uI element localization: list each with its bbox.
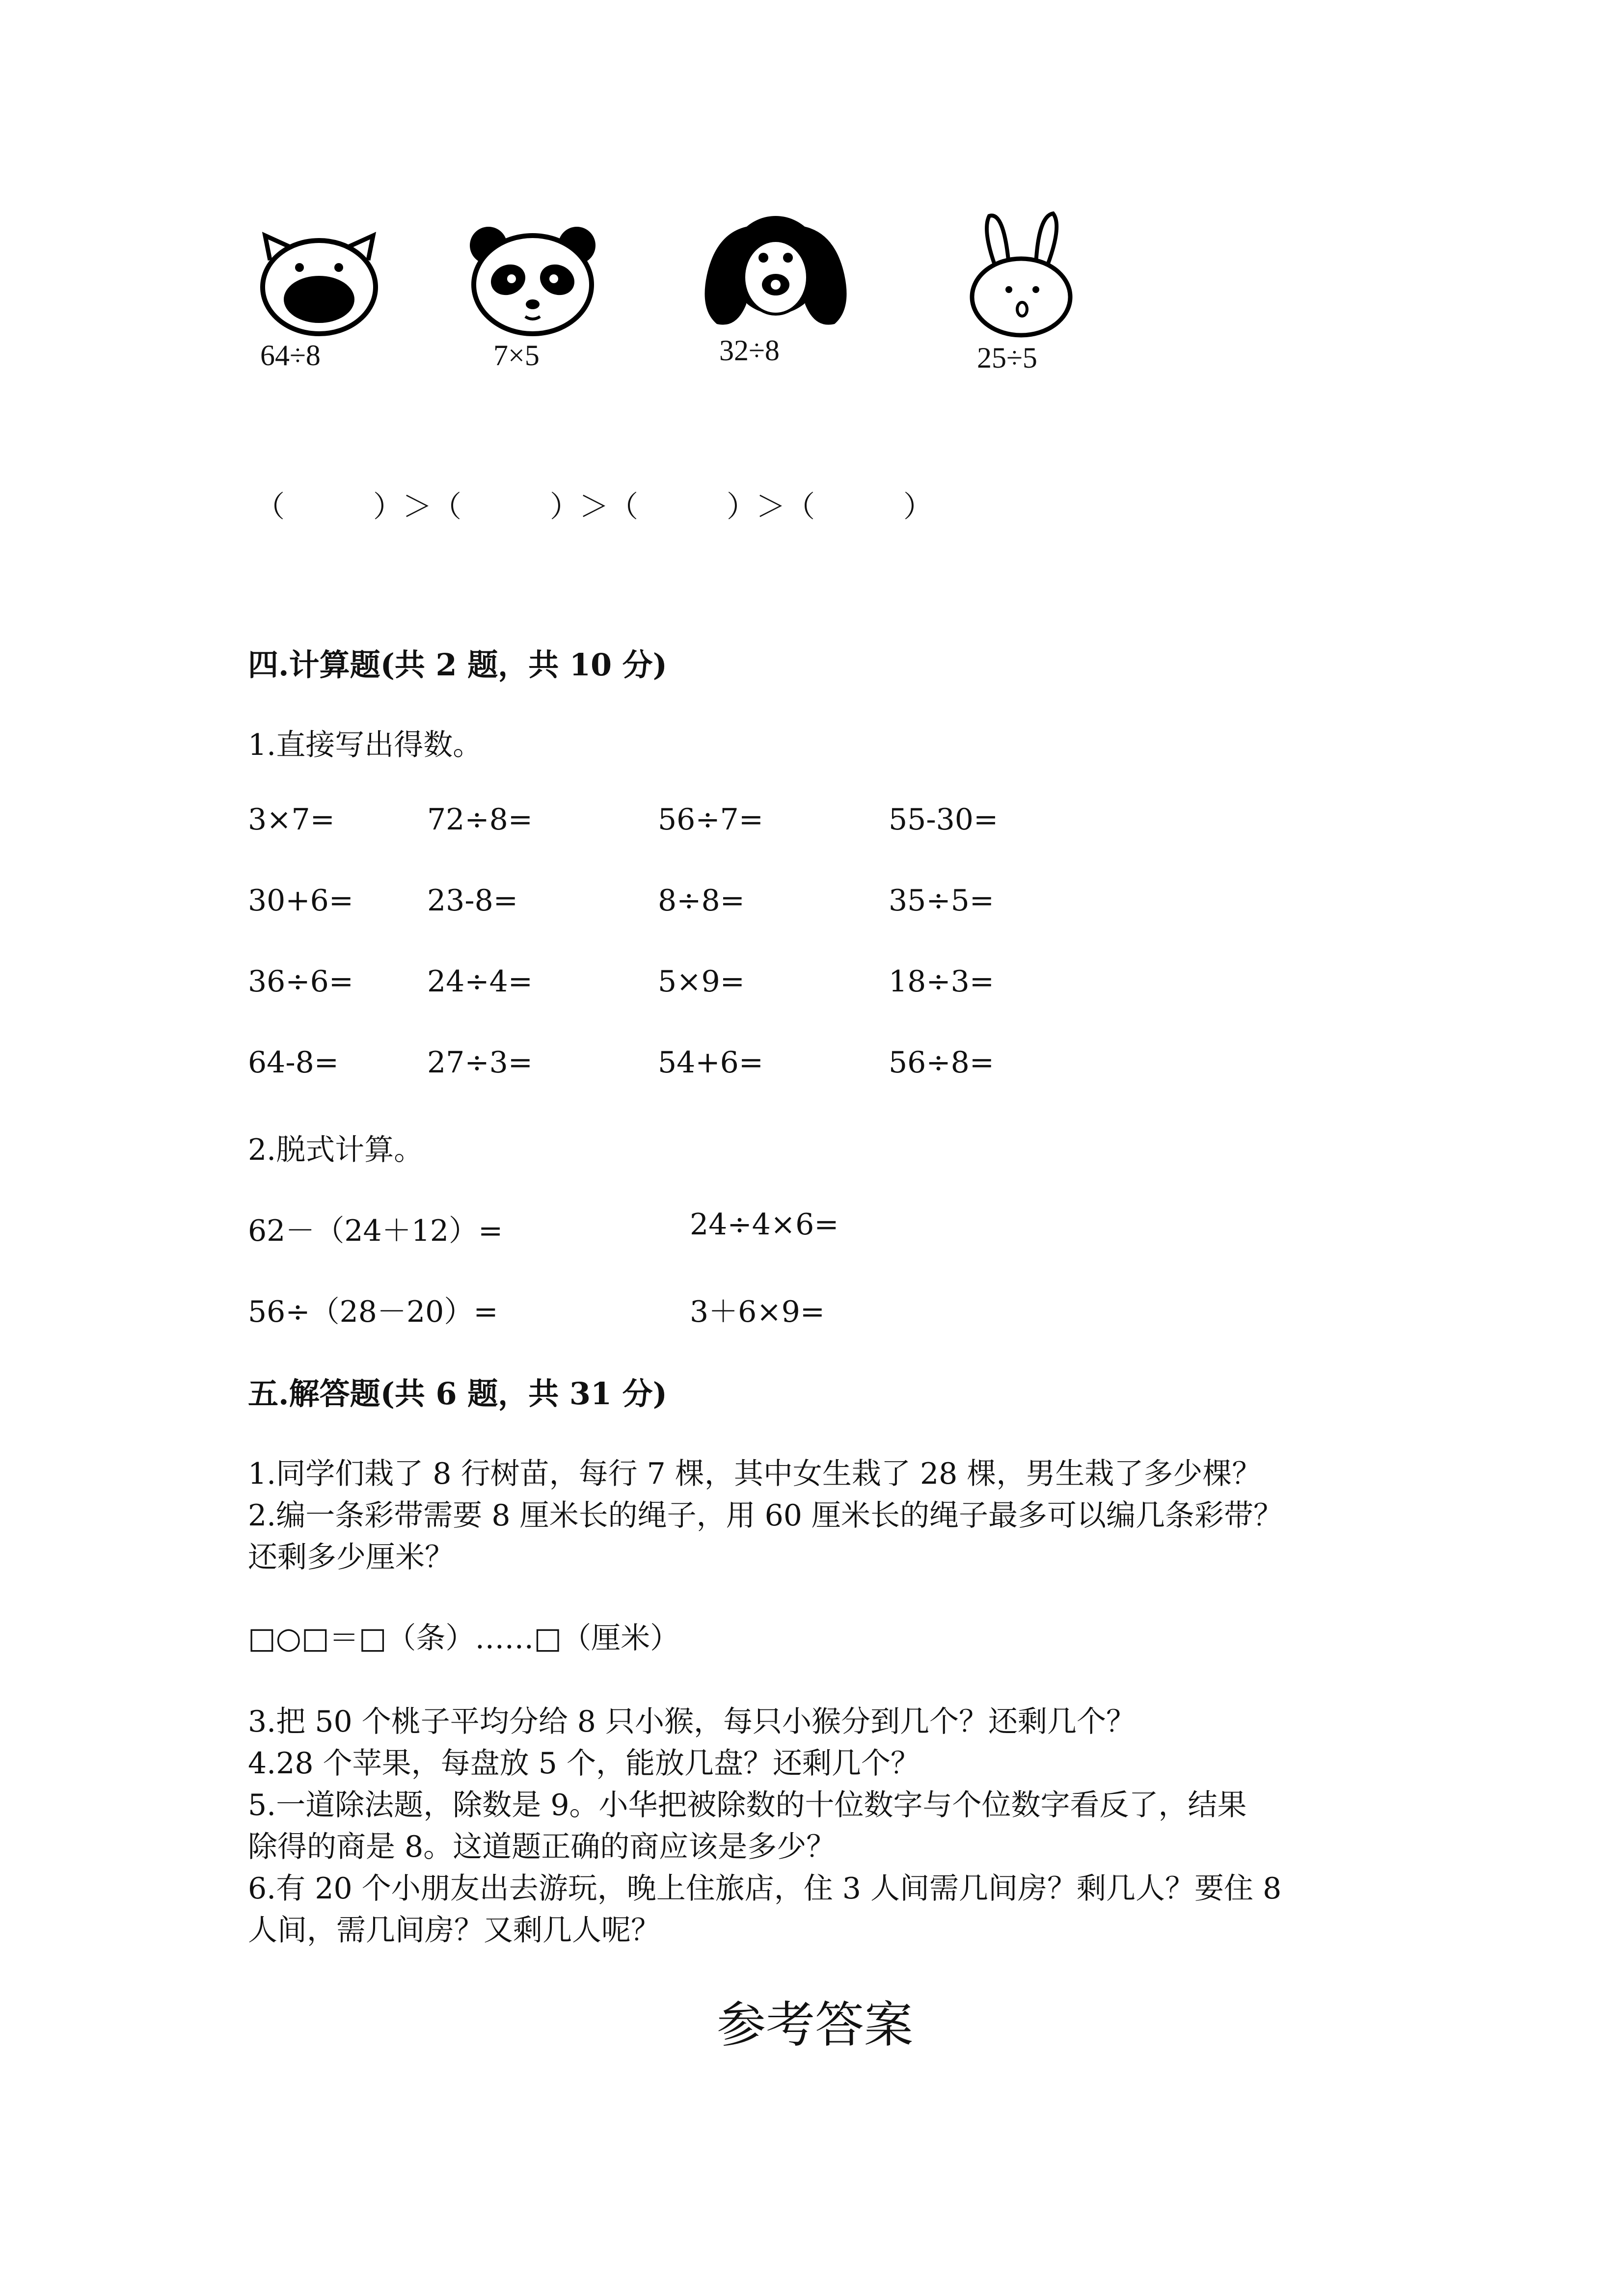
problem-4: 4.28 个苹果，每盘放 5 个，能放几盘？还剩几个？ (248, 1746, 920, 1781)
animal-expr-dog: 32÷8 (719, 334, 780, 367)
grid-cell: 30+6= (248, 883, 354, 918)
section4-q2-label: 2.脱式计算。 (248, 1133, 424, 1167)
grid-cell: 56÷8= (889, 1045, 995, 1080)
grid-cell: 24÷4= (427, 964, 533, 999)
grid-cell: 35÷5= (889, 883, 995, 918)
grid-cell: 18÷3= (889, 964, 995, 999)
answers-title: 参考答案 (717, 1996, 913, 2054)
grid-cell: 5×9= (658, 964, 745, 999)
problem-3: 3.把 50 个桃子平均分给 8 只小猴，每只小猴分到几个？还剩几个？ (248, 1705, 1136, 1739)
grid-cell: 8÷8= (658, 883, 745, 918)
problem-2-formula[interactable]: □○□＝□（条）……□（厘米） (248, 1621, 680, 1655)
problem-6: 6.有 20 个小朋友出去游玩，晚上住旅店，住 3 人间需几间房？剩几人？要住 8 (248, 1871, 1282, 1906)
stepwise-expr: 62－（24＋12）= (248, 1214, 503, 1248)
pig-icon (255, 231, 383, 339)
grid-cell: 27÷3= (427, 1045, 533, 1080)
comparison-blanks[interactable]: （ ）＞（ ）＞（ ）＞（ ） (255, 490, 933, 524)
animal-expr-panda: 7×5 (493, 339, 540, 372)
section5-heading: 五.解答题(共 6 题，共 31 分) (248, 1376, 668, 1412)
stepwise-expr: 24÷4×6= (690, 1207, 839, 1242)
problem-6-cont: 人间，需几间房？又剩几人呢？ (248, 1913, 660, 1948)
dog-icon (697, 211, 854, 331)
animal-expr-pig: 64÷8 (260, 339, 321, 372)
section4-q1-label: 1.直接写出得数。 (248, 728, 483, 762)
grid-cell: 64-8= (248, 1045, 339, 1080)
grid-cell: 56÷7= (658, 802, 764, 837)
grid-cell: 72÷8= (427, 802, 533, 837)
grid-cell: 55-30= (889, 802, 999, 837)
stepwise-expr: 3＋6×9= (690, 1295, 825, 1329)
grid-cell: 36÷6= (248, 964, 354, 999)
problem-5: 5.一道除法题，除数是 9。小华把被除数的十位数字与个位数字看反了，结果 (248, 1788, 1247, 1822)
problem-2-cont: 还剩多少厘米？ (248, 1540, 454, 1575)
grid-cell: 54+6= (658, 1045, 764, 1080)
section4-heading: 四.计算题(共 2 题，共 10 分) (248, 647, 668, 683)
problem-5-cont: 除得的商是 8。这道题正确的商应该是多少？ (248, 1830, 836, 1864)
grid-cell: 3×7= (248, 802, 335, 837)
rabbit-icon (967, 211, 1075, 339)
problem-1: 1.同学们栽了 8 行树苗，每行 7 棵，其中女生栽了 28 棵，男生栽了多少棵？ (248, 1457, 1262, 1491)
grid-cell: 23-8= (427, 883, 518, 918)
problem-2: 2.编一条彩带需要 8 厘米长的绳子，用 60 厘米长的绳子最多可以编几条彩带？ (248, 1498, 1283, 1533)
animal-expr-rabbit: 25÷5 (977, 342, 1037, 374)
stepwise-expr: 56÷（28－20）= (248, 1295, 498, 1329)
panda-icon (466, 223, 599, 336)
